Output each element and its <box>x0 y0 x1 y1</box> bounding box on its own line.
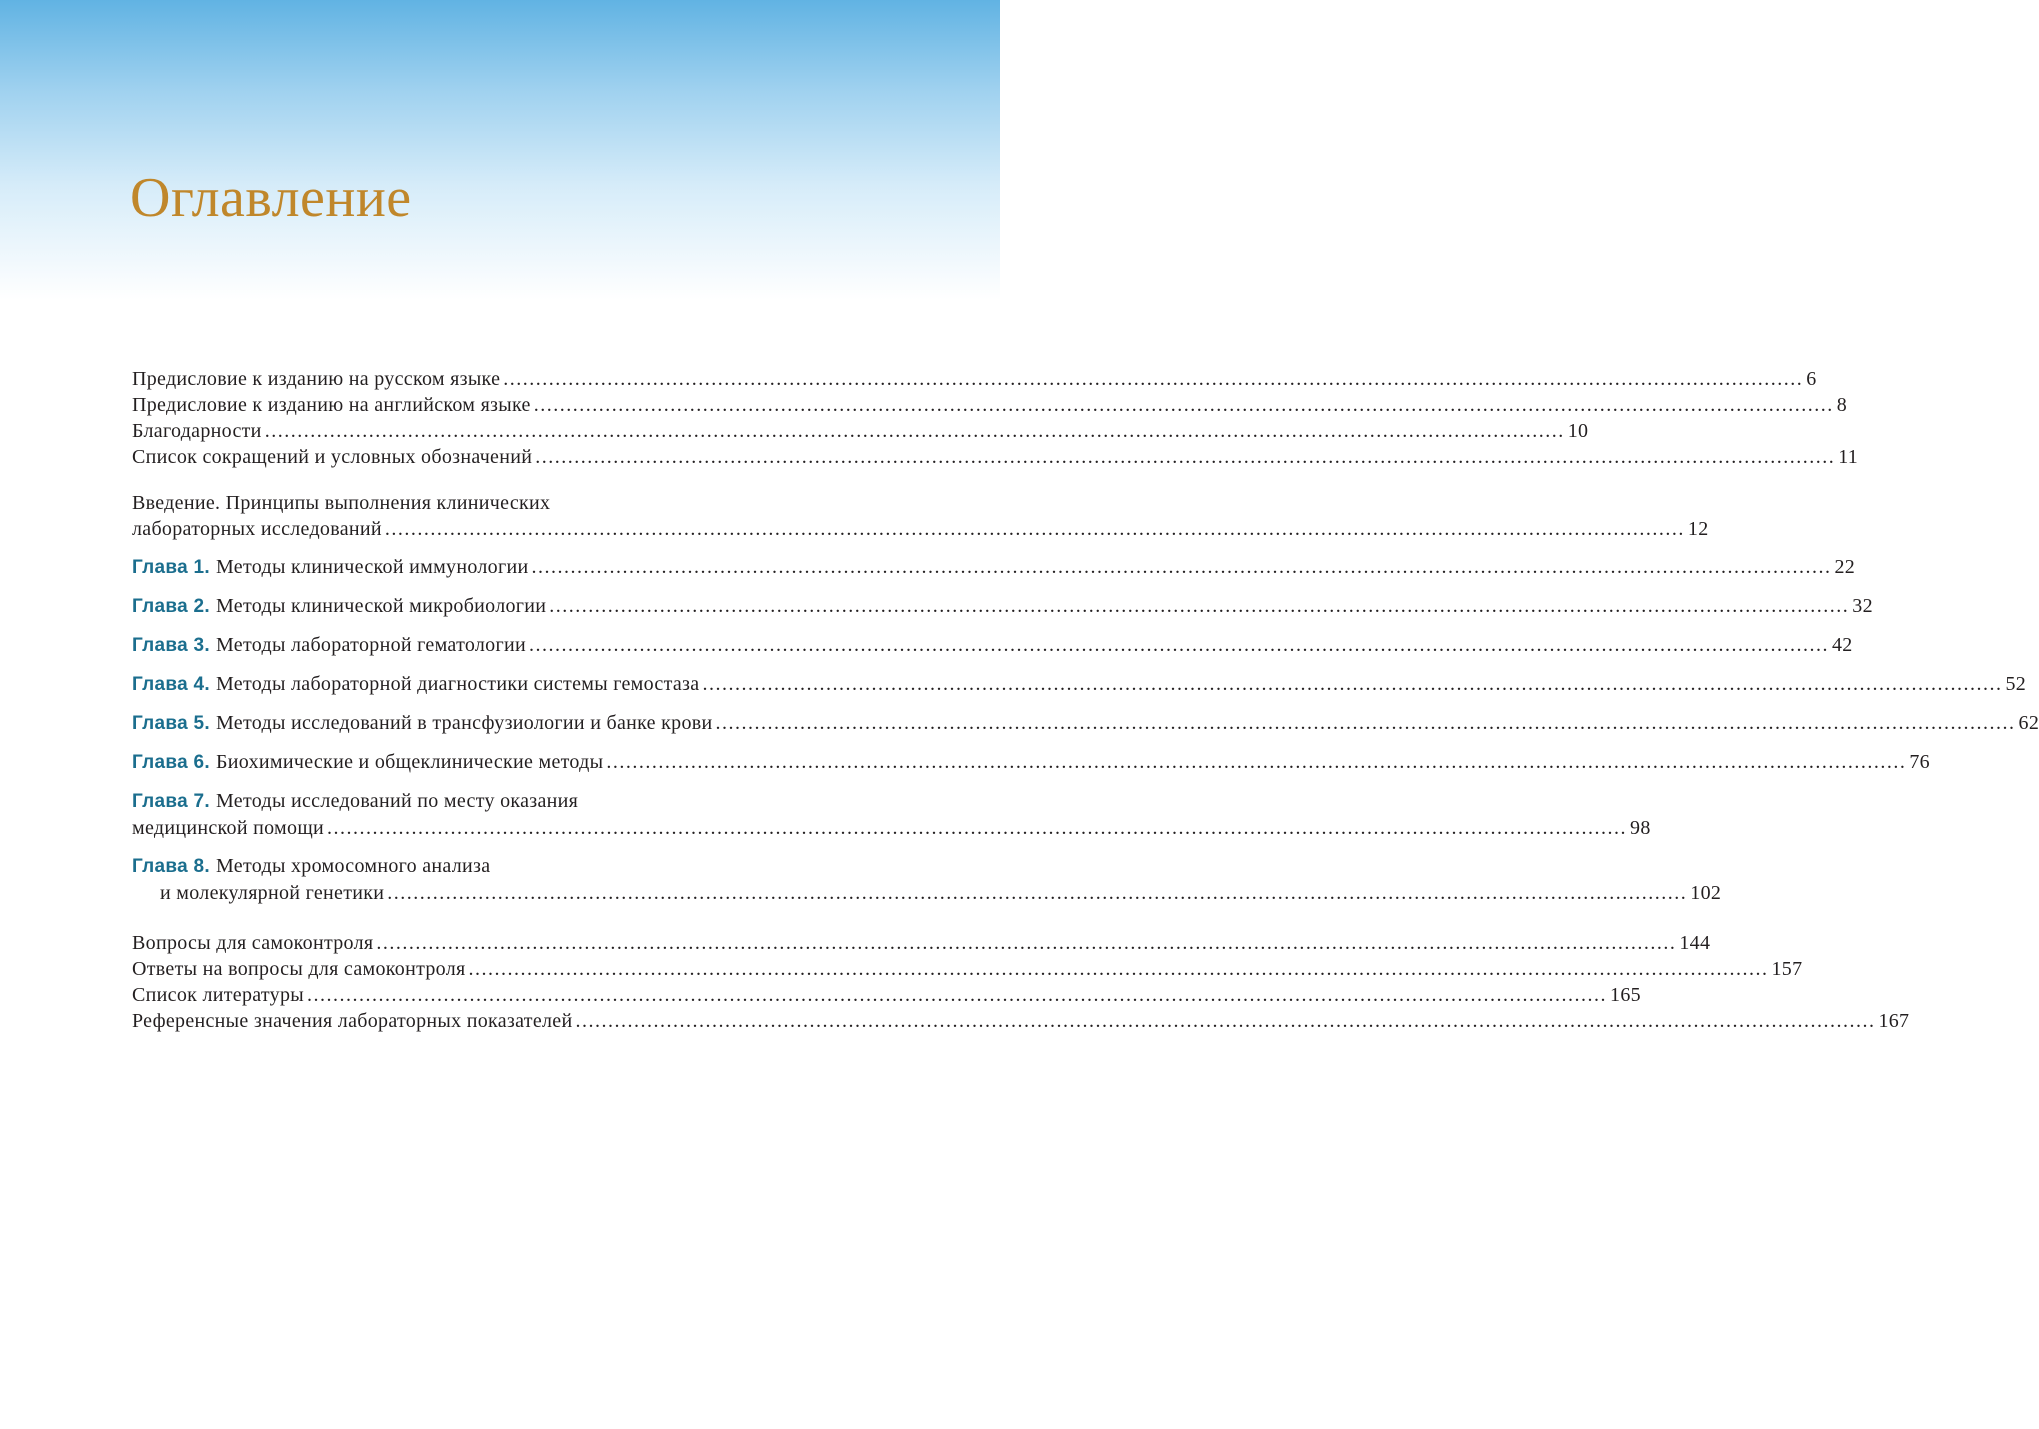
toc-entry-page: 167 <box>1878 1010 1910 1032</box>
toc-entry-page: 76 <box>1909 751 1930 773</box>
dot-leader: ........................................................................................................................................................................................................ <box>535 446 1836 468</box>
toc-entry-page: 52 <box>2005 673 2027 695</box>
dot-leader: ........................................................................................................................................................................................................ <box>606 751 1907 773</box>
toc-entry-page: 11 <box>1838 446 1859 468</box>
toc-entry[interactable] <box>132 930 1711 956</box>
toc-entry-title: Введение. Принципы выполнения клинических <box>132 492 551 514</box>
chapter-label: Глава 4. <box>132 674 210 695</box>
toc-entry-title-cont: медицинской помощи <box>132 817 325 839</box>
toc-entry-first-line <box>132 788 851 815</box>
toc-entry-page: 98 <box>1630 817 1651 839</box>
dot-leader: ........................................................................................................................................................................................................ <box>503 368 1804 390</box>
dot-leader: ........................................................................................................................................................................................................ <box>384 518 1685 540</box>
toc-entry-continuation <box>132 880 1722 906</box>
page-title: Оглавление <box>130 167 412 229</box>
toc-entry-title: Вопросы для самоконтроля <box>132 932 374 954</box>
dot-leader: ........................................................................................................................................................................................................ <box>387 882 1688 904</box>
toc-chapter-entry[interactable] <box>132 554 1856 581</box>
toc-entry[interactable] <box>132 956 1803 982</box>
toc-entry-page: 22 <box>1834 556 1856 578</box>
dot-leader: ........................................................................................................................................................................................................ <box>549 595 1850 617</box>
dot-leader: ........................................................................................................................................................................................................ <box>715 712 2016 734</box>
chapter-label: Глава 7. <box>132 791 210 812</box>
toc-entry-continuation <box>132 516 1709 542</box>
toc-back-matter <box>132 930 1910 1034</box>
toc-chapter-entry[interactable] <box>132 710 2039 737</box>
toc-entry-title-cont: и молекулярной генетики <box>160 882 385 904</box>
toc-entry[interactable] <box>132 366 1817 392</box>
toc-entry-title-wrap <box>132 671 699 698</box>
table-of-contents <box>132 366 2039 1054</box>
toc-entry-continuation <box>132 815 1651 841</box>
toc-chapter-entry[interactable] <box>132 632 1853 659</box>
toc-entry-title-wrap <box>132 749 603 776</box>
toc-entry-title: Методы исследований по месту оказания <box>215 790 579 812</box>
toc-entry-title: Список сокращений и условных обозначений <box>132 446 533 468</box>
toc-entry-page: 62 <box>2018 712 2039 734</box>
chapter-label: Глава 1. <box>132 557 210 578</box>
toc-entry-page: 12 <box>1687 518 1709 540</box>
toc-entry-title: Предисловие к изданию на английском языке <box>132 394 531 416</box>
toc-entry-page: 165 <box>1610 984 1641 1006</box>
toc-chapters <box>132 554 2039 906</box>
dot-leader: ........................................................................................................................................................................................................ <box>307 984 1608 1006</box>
toc-entry-page: 32 <box>1852 595 1873 617</box>
toc-entry-page: 6 <box>1806 368 1817 390</box>
toc-entry-title: Методы лабораторной гематологии <box>215 634 526 656</box>
toc-entry-title: Благодарности <box>132 420 262 442</box>
toc-entry[interactable] <box>132 444 1859 470</box>
toc-entry-title-wrap <box>132 710 713 737</box>
toc-front-matter <box>132 366 1859 470</box>
dot-leader: ........................................................................................................................................................................................................ <box>575 1010 1876 1032</box>
toc-entry-page: 8 <box>1836 394 1848 416</box>
dot-leader: ........................................................................................................................................................................................................ <box>531 556 1832 578</box>
toc-entry-first-line <box>132 853 851 880</box>
toc-entry-title: Референсные значения лабораторных показателей <box>132 1010 573 1032</box>
toc-chapter-entry[interactable] <box>132 788 1651 841</box>
toc-entry-page: 42 <box>1831 634 1853 656</box>
toc-entry-page: 102 <box>1690 882 1722 904</box>
toc-entry-title: Методы клинической иммунологии <box>215 556 529 578</box>
chapter-label: Глава 2. <box>132 596 210 617</box>
dot-leader: ........................................................................................................................................................................................................ <box>376 932 1677 954</box>
toc-entry-title: Методы клинической микробиологии <box>215 595 547 617</box>
header-gradient-band <box>0 0 1000 300</box>
dot-leader: ........................................................................................................................................................................................................ <box>327 817 1628 839</box>
chapter-label: Глава 8. <box>132 856 210 877</box>
toc-chapter-entry[interactable] <box>132 853 1722 906</box>
toc-entry-page: 10 <box>1567 420 1589 442</box>
toc-entry-title-wrap <box>132 593 546 620</box>
toc-entry-page: 157 <box>1771 958 1803 980</box>
chapter-label: Глава 6. <box>132 752 210 773</box>
dot-leader: ........................................................................................................................................................................................................ <box>702 673 2003 695</box>
toc-entry-title: Предисловие к изданию на русском языке <box>132 368 501 390</box>
dot-leader: ........................................................................................................................................................................................................ <box>528 634 1829 656</box>
chapter-label: Глава 3. <box>132 635 210 656</box>
toc-entry-page: 144 <box>1679 932 1711 954</box>
toc-entry-title: Список литературы <box>132 984 305 1006</box>
toc-entry-title: Методы лабораторной диагностики системы гемостаза <box>215 673 700 695</box>
toc-entry-title-cont: лабораторных исследований <box>132 518 382 540</box>
toc-entry[interactable] <box>132 392 1848 418</box>
toc-entry[interactable] <box>132 1008 1910 1034</box>
toc-entry-title: Биохимические и общеклинические методы <box>215 751 604 773</box>
toc-chapter-entry[interactable] <box>132 671 2027 698</box>
toc-entry-title-wrap <box>132 554 528 581</box>
toc-chapter-entry[interactable] <box>132 749 1930 776</box>
dot-leader: ........................................................................................................................................................................................................ <box>533 394 1834 416</box>
toc-entry-title: Методы исследований в трансфузиологии и банке крови <box>215 712 713 734</box>
toc-introduction[interactable] <box>132 490 1709 542</box>
toc-entry[interactable] <box>132 982 1641 1008</box>
toc-entry-title: Методы хромосомного анализа <box>215 855 491 877</box>
toc-entry-title: Ответы на вопросы для самоконтроля <box>132 958 466 980</box>
chapter-label: Глава 5. <box>132 713 210 734</box>
toc-entry[interactable] <box>132 418 1589 444</box>
toc-entry-title-wrap <box>132 632 526 659</box>
dot-leader: ........................................................................................................................................................................................................ <box>468 958 1769 980</box>
toc-chapter-entry[interactable] <box>132 593 1873 620</box>
dot-leader: ........................................................................................................................................................................................................ <box>264 420 1565 442</box>
